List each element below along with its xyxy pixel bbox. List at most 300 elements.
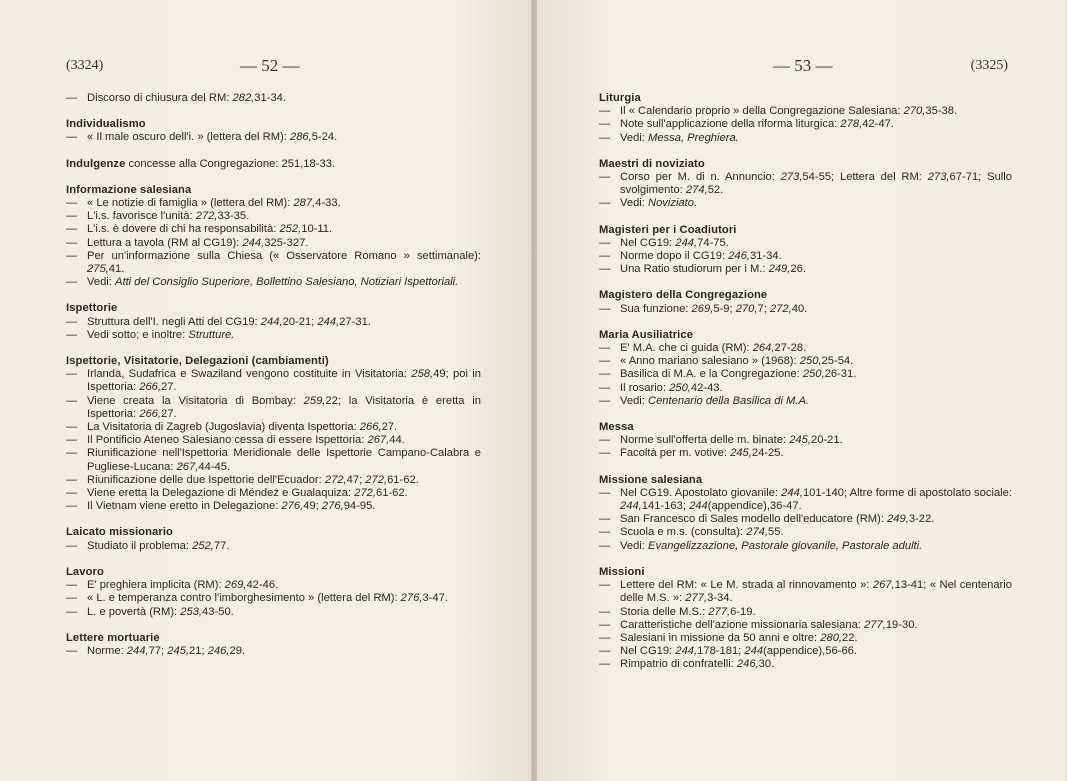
line-segment: Storia delle M.S.: [620, 605, 709, 618]
entry-line [599, 434, 1012, 447]
dash-mark: — [599, 342, 611, 355]
line-segment: 20-21; [282, 315, 318, 328]
dash-mark: — [599, 579, 611, 592]
line-segment: 273, [780, 171, 803, 184]
line-segment: 244, [675, 645, 698, 658]
entry-line [66, 487, 481, 500]
dash-mark: — [599, 447, 611, 460]
dash-mark: — [599, 434, 611, 447]
line-segment: Nel CG19: [620, 236, 676, 249]
dash-mark: — [599, 526, 611, 539]
line-segment: 274, [685, 184, 708, 197]
entry-line [66, 434, 481, 447]
line-segment: Evangelizzazione, Pastorale giovanile, Pastorale adulti. [648, 539, 923, 552]
line-segment: E' M.A. che ci guida (RM): [620, 342, 753, 355]
line-segment: 141-163; [641, 500, 690, 513]
line-segment: 49; poi in Ispettoria: [87, 368, 481, 394]
index-column [599, 92, 1012, 685]
line-segment: 21; [189, 644, 208, 657]
line-segment: 253, [180, 605, 203, 618]
index-entry [599, 158, 1012, 211]
entry-line [599, 632, 1012, 645]
line-segment: Messa, Preghiera. [648, 131, 739, 144]
line-segment: 26-31. [824, 368, 857, 381]
entry-heading [599, 474, 1012, 487]
line-segment: 178-181; [697, 645, 745, 658]
line-segment: 40. [791, 302, 808, 315]
line-segment: « Le notizie di famiglia » (lettera del RM): [87, 197, 294, 210]
line-segment: Note sull'applicazione della riforma liturgica: [620, 118, 841, 131]
line-segment: 3-22. [908, 513, 935, 526]
entry-line [599, 237, 1012, 250]
entry-heading [599, 329, 1012, 342]
line-segment: Sua funzione: [620, 302, 692, 315]
entry-line [66, 606, 481, 619]
line-segment: 30. [758, 658, 775, 671]
dash-mark: — [66, 605, 78, 618]
entry-line [66, 197, 481, 210]
entry-line [66, 223, 481, 236]
line-segment: 22. [842, 631, 858, 644]
line-segment: 35-38. [925, 105, 958, 118]
line-segment: 264, [752, 342, 775, 355]
line-segment: 252, [192, 539, 214, 552]
line-segment: Vedi: [620, 131, 648, 144]
entry-line [599, 395, 1012, 408]
line-segment: 325-327. [264, 236, 309, 249]
entry-heading-text: Maestri di noviziato [599, 157, 705, 170]
entry-line [599, 132, 1012, 145]
line-segment: 27. [161, 381, 177, 394]
entry-line [66, 395, 481, 421]
line-segment: 24-25. [751, 447, 784, 460]
dash-mark: — [599, 236, 611, 249]
line-segment: 280, [820, 631, 843, 644]
entry-line [599, 513, 1012, 526]
dash-mark: — [599, 658, 611, 671]
line-segment: 244, [126, 644, 149, 657]
entry-line [599, 250, 1012, 263]
line-segment: 282, [232, 92, 255, 104]
entry-heading [66, 158, 481, 171]
dash-mark: — [66, 328, 78, 341]
line-segment: Salesiani in missione da 50 anni e oltre: [620, 631, 821, 644]
line-segment: 252, [279, 223, 302, 236]
line-segment: 244, [620, 500, 642, 513]
entry-line [599, 368, 1012, 381]
entry-line [66, 92, 481, 105]
line-segment: 61-62. [387, 473, 419, 486]
line-segment: Il Vietnam viene eretto in Delegazione: [87, 500, 282, 513]
line-segment: Facoltà per m. votive: [620, 447, 731, 460]
dash-mark: — [599, 131, 611, 144]
line-segment: 29. [229, 644, 246, 657]
entry-heading [599, 224, 1012, 237]
line-segment: 274, [746, 526, 769, 539]
line-segment: 246, [736, 658, 759, 671]
dash-mark: — [599, 368, 611, 381]
line-segment: 267, [872, 579, 895, 592]
line-segment: Il rosario: [620, 381, 670, 394]
entry-line [599, 540, 1012, 553]
index-entry [599, 289, 1012, 315]
line-segment: 245, [789, 434, 811, 447]
line-segment: Norme: [87, 644, 127, 657]
dash-mark: — [599, 618, 611, 631]
entry-line [66, 250, 481, 276]
index-entry [66, 632, 481, 658]
dash-mark: — [66, 394, 78, 407]
line-segment: 276, [400, 592, 423, 605]
dash-mark: — [66, 223, 78, 236]
index-entry [66, 302, 481, 342]
dash-mark: — [66, 276, 78, 289]
line-segment: 26. [790, 263, 806, 276]
line-segment: 266, [139, 407, 162, 420]
entry-line [599, 606, 1012, 619]
index-entry [66, 566, 481, 619]
line-segment: Corso per M. di n. Annuncio: [620, 171, 781, 184]
line-segment: 44. [389, 434, 405, 447]
line-segment: 244, [781, 486, 803, 499]
line-segment: 25-54. [821, 355, 854, 368]
index-entry [66, 526, 481, 552]
entry-heading-text: Ispettorie [66, 302, 118, 315]
line-segment: « Il male oscuro dell'i. » (lettera del RM): [87, 131, 290, 144]
line-segment: 267, [176, 460, 199, 473]
line-segment: Struttura dell'I. negli Atti del CG19: [87, 315, 261, 328]
entry-line [66, 421, 481, 434]
dash-mark: — [66, 447, 78, 460]
page-code: (3324) [66, 58, 104, 73]
line-segment: 244, [242, 236, 265, 249]
entry-heading-text: Maria Ausiliatrice [599, 328, 694, 341]
line-segment: 5-9; [713, 302, 736, 315]
entry-heading-text: Messa [599, 421, 634, 434]
dash-mark: — [599, 605, 611, 618]
index-entry [599, 421, 1012, 461]
entry-line [599, 355, 1012, 368]
entry-line [599, 579, 1012, 605]
line-segment: 7; [757, 302, 770, 315]
line-segment: 3-34. [707, 592, 733, 605]
entry-line [66, 237, 481, 250]
line-segment: 33-35. [217, 210, 250, 223]
line-segment: 27. [381, 421, 398, 434]
line-segment: 270, [903, 105, 926, 118]
entry-heading [66, 302, 481, 315]
entry-heading-text: Indulgenze [66, 157, 126, 170]
dash-mark: — [66, 487, 78, 500]
dash-mark: — [599, 645, 611, 658]
line-segment: 250, [799, 355, 822, 368]
entry-line [66, 540, 481, 553]
entry-line [66, 592, 481, 605]
dash-mark: — [66, 131, 78, 144]
entry-line [66, 474, 481, 487]
line-segment: Lettura a tavola (RM al CG19): [87, 236, 243, 249]
entry-line [599, 342, 1012, 355]
line-segment: 246, [207, 644, 230, 657]
entry-line [66, 447, 481, 473]
line-segment: 49; [303, 500, 322, 513]
line-segment: 273, [927, 171, 950, 184]
line-segment: 277, [685, 592, 708, 605]
line-segment: 10-11. [301, 223, 333, 236]
line-segment: 4-33. [315, 197, 341, 210]
line-segment: 27. [161, 407, 177, 420]
dash-mark: — [66, 592, 78, 605]
line-segment: Basilica di M.A. e la Congregazione: [620, 368, 803, 381]
dash-mark: — [599, 394, 611, 407]
line-segment: Una Ratio studiorum per i M.: [620, 263, 769, 276]
line-segment: (appendice),56-66. [763, 645, 857, 658]
line-segment: 13-41; « Nel centenario delle M.S. »: [620, 579, 1012, 605]
line-segment: 269, [691, 302, 714, 315]
line-segment: 278, [840, 118, 863, 131]
line-segment: Centenario della Basilica di M.A. [648, 394, 810, 407]
line-segment: 272, [769, 302, 792, 315]
line-segment: 44-45. [198, 460, 231, 473]
line-segment: 22; la Visitatoria è eretta in Ispettoria: [87, 394, 481, 420]
line-segment: 250, [802, 368, 825, 381]
index-entry [66, 118, 481, 144]
dash-mark: — [66, 210, 78, 223]
entry-heading [599, 421, 1012, 434]
line-segment: 52. [707, 184, 724, 197]
entry-heading [599, 289, 1012, 302]
entry-line [66, 316, 481, 329]
line-segment: Per un'informazione sulla Chiesa (« Osservatore Romano » settimanale): [87, 249, 481, 262]
line-segment: 266, [139, 381, 162, 394]
line-segment: 5-24. [311, 131, 338, 144]
dash-mark: — [599, 486, 611, 499]
line-segment: Norme dopo il CG19: [620, 250, 729, 263]
line-segment: Vedi: [620, 197, 648, 210]
line-segment: 269, [224, 579, 247, 592]
entry-heading-text: Missioni [599, 565, 645, 578]
line-segment: 42-46. [246, 579, 279, 592]
line-segment: 246, [728, 250, 750, 263]
entry-line [66, 210, 481, 223]
line-segment: 94-95. [343, 500, 376, 513]
dash-mark: — [599, 105, 611, 118]
entry-line [66, 329, 481, 342]
line-segment: 101-140; Altre forme di apostolato sociale: [802, 486, 1012, 499]
dash-mark: — [66, 539, 78, 552]
line-segment: 244 [689, 500, 708, 513]
line-segment: Noviziato. [648, 197, 698, 210]
entry-line [599, 447, 1012, 460]
line-segment: 54-55; Lettera del RM: [802, 171, 928, 184]
line-segment: 55. [768, 526, 784, 539]
line-segment: 277, [708, 605, 731, 618]
line-segment: 272, [365, 473, 388, 486]
line-segment: 249, [768, 263, 791, 276]
line-segment: 31-34. [254, 92, 287, 104]
entry-heading-text: Magisteri per i Coadiutori [599, 223, 737, 236]
dash-mark: — [66, 249, 78, 262]
line-segment: 77; [148, 644, 168, 657]
line-segment: Il Pontificio Ateneo Salesiano cessa di essere Ispettoria: [87, 434, 368, 447]
line-segment: 272, [324, 473, 347, 486]
line-segment: 272, [195, 210, 218, 223]
line-segment: 267, [367, 434, 390, 447]
line-segment: 286, [289, 131, 312, 144]
entry-line [66, 368, 481, 394]
line-segment: Vedi: [87, 276, 115, 289]
line-segment: Nel CG19: [620, 645, 676, 658]
entry-heading [66, 118, 481, 131]
index-entry [66, 92, 481, 105]
dash-mark: — [66, 579, 78, 592]
entry-heading [66, 184, 481, 197]
entry-line [66, 131, 481, 144]
line-segment: 275, [87, 263, 109, 276]
line-segment: « L. e temperanza contro l'imborghesimento » (lettera del RM): [87, 592, 401, 605]
line-segment: 249, [887, 513, 909, 526]
dash-mark: — [66, 236, 78, 249]
dash-mark: — [599, 513, 611, 526]
dash-mark: — [599, 118, 611, 131]
entry-line [599, 263, 1012, 276]
dash-mark: — [599, 381, 611, 394]
line-segment: 245, [730, 447, 752, 460]
line-segment: 244, [260, 315, 283, 328]
line-segment: 41. [108, 263, 125, 276]
entry-line [599, 303, 1012, 316]
index-entry [599, 474, 1012, 553]
entry-heading-text: Informazione salesiana [66, 183, 192, 196]
page-number: — 53 — [773, 56, 833, 75]
dash-mark: — [599, 539, 611, 552]
line-segment: San Francesco di Sales modello dell'educatore (RM): [620, 513, 888, 526]
line-segment: Nel CG19. Apostolato giovanile: [620, 486, 782, 499]
entry-line [599, 171, 1012, 197]
dash-mark: — [66, 473, 78, 486]
index-entry [599, 92, 1012, 145]
dash-mark: — [66, 500, 78, 513]
entry-line [599, 197, 1012, 210]
line-segment: Il « Calendario proprio » della Congregazione Salesiana: [620, 105, 904, 118]
left-page [0, 0, 533, 781]
entry-line [599, 105, 1012, 118]
line-segment: 42-43. [690, 381, 723, 394]
line-segment: (appendice),36-47. [707, 500, 802, 513]
entry-line [66, 579, 481, 592]
dash-mark: — [599, 302, 611, 315]
line-segment: 276, [321, 500, 344, 513]
line-segment: 3-47. [422, 592, 448, 605]
entry-heading [66, 355, 481, 368]
line-segment: 27-28. [774, 342, 807, 355]
line-segment: 19-30. [885, 618, 918, 631]
entry-heading-text: Ispettorie, Visitatorie, Delegazioni (cambiamenti) [66, 355, 329, 368]
index-entry [599, 329, 1012, 408]
line-segment: 47; [346, 473, 366, 486]
index-entry [66, 158, 481, 171]
right-page [533, 0, 1066, 781]
line-segment: 245, [167, 644, 190, 657]
line-segment: 20-21. [810, 434, 843, 447]
entry-line [599, 526, 1012, 539]
line-segment: 43-50. [202, 605, 234, 618]
entry-heading [66, 526, 481, 539]
line-segment: 250, [669, 381, 691, 394]
dash-mark: — [599, 171, 611, 184]
line-segment: E' preghiera implicita (RM): [87, 579, 225, 592]
line-segment: Strutture. [188, 328, 235, 341]
line-segment: Viene creata la Visitatoria di Bombay: [87, 394, 304, 407]
entry-heading [66, 566, 481, 579]
dash-mark: — [66, 92, 78, 104]
page-number: — 52 — [240, 56, 300, 75]
line-segment: 276, [281, 500, 304, 513]
line-segment: Irlanda, Sudafrica e Swaziland vengono costituite in Visitatoria: [87, 368, 412, 381]
line-segment: 272, [354, 487, 377, 500]
page-code: (3325) [970, 58, 1008, 73]
line-segment: L'i.s. favorisce l'unità: [87, 210, 196, 223]
line-segment: Vedi sotto; e inoltre: [87, 328, 189, 341]
line-segment: Studiato il problema: [87, 539, 193, 552]
entry-line [599, 658, 1012, 671]
dash-mark: — [599, 355, 611, 368]
entry-line [66, 500, 481, 513]
line-segment: L'i.s. è dovere di chi ha responsabilità: [87, 223, 280, 236]
line-segment: 42-47. [862, 118, 894, 131]
line-segment: Vedi: [620, 539, 648, 552]
entry-heading-text: Laicato missionario [66, 526, 173, 539]
index-column [66, 92, 481, 671]
dash-mark: — [599, 197, 611, 210]
index-entry [66, 184, 481, 290]
line-segment: 31-34. [749, 250, 782, 263]
dash-mark: — [66, 434, 78, 447]
book-gutter [531, 0, 537, 781]
line-segment: 258, [411, 368, 434, 381]
entry-line [599, 619, 1012, 632]
line-segment: Scuola e m.s. (consulta): [620, 526, 747, 539]
line-segment: 6-19. [730, 605, 756, 618]
line-segment: 77. [213, 539, 230, 552]
dash-mark: — [66, 644, 78, 657]
dash-mark: — [599, 631, 611, 644]
line-segment: Vedi: [620, 394, 648, 407]
entry-heading [599, 566, 1012, 579]
entry-line [599, 645, 1012, 658]
entry-heading-text: Individualismo [66, 118, 146, 131]
line-segment: 277, [864, 618, 886, 631]
line-segment: Rimpatrio di confratelli: [620, 658, 737, 671]
dash-mark: — [599, 250, 611, 263]
index-entry [599, 224, 1012, 277]
entry-line [599, 382, 1012, 395]
line-segment: La Visitatoria di Zagreb (Jugoslavia) diventa Ispettoria: [87, 421, 360, 434]
entry-line [66, 645, 481, 658]
entry-heading-text: Magistero della Congregazione [599, 289, 768, 302]
line-segment: 266, [359, 421, 382, 434]
line-segment: 61-62. [376, 487, 408, 500]
entry-heading-text: Lavoro [66, 565, 104, 578]
line-segment: Discorso di chiusura del RM: [87, 92, 233, 104]
line-segment: Atti del Consiglio Superiore, Bollettino Salesiano, Notiziari Ispettoriali. [115, 276, 459, 289]
entry-heading [599, 92, 1012, 105]
line-segment: 244, [675, 236, 698, 249]
line-segment: 287, [293, 197, 316, 210]
entry-heading-text: Missione salesiana [599, 473, 703, 486]
line-segment: « Anno mariano salesiano » (1968): [620, 355, 800, 368]
line-segment: 270, [735, 302, 758, 315]
